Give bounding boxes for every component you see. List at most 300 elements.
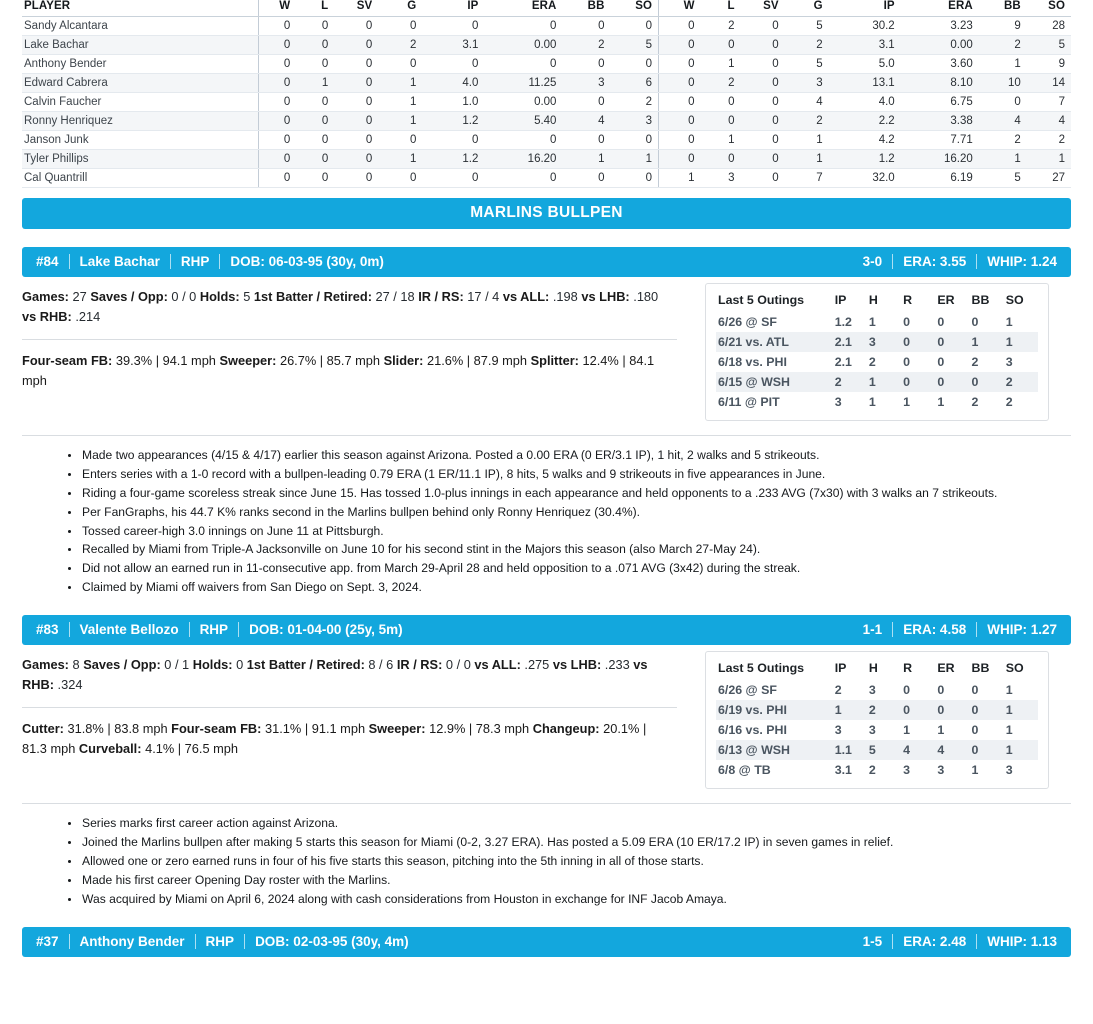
cell-w: 0: [258, 169, 296, 188]
outing-h: 2: [868, 763, 876, 778]
outing-bb: 2: [971, 395, 979, 409]
pitch-label: Splitter:: [530, 352, 579, 368]
cell-era: 3.38: [901, 112, 979, 131]
cell-g: 1: [378, 74, 422, 93]
stats-header-row: [22, 0, 1071, 17]
outings-col-label: Last 5 Outings: [718, 293, 805, 307]
player-throwing-hand: RHP: [199, 622, 229, 638]
player-key-stats-group: [863, 622, 1057, 637]
outing-r: 0: [903, 355, 911, 369]
summary-value: .324: [54, 676, 83, 692]
outing-r: 0: [901, 332, 935, 352]
summary-label: 1st Batter / Retired:: [253, 289, 372, 304]
cell-g: 1: [378, 112, 422, 131]
player-key-stats-group: [863, 254, 1057, 269]
list-item: Tossed career-high 3.0 innings on June 11 at Pittsburgh.: [68, 523, 1071, 541]
summary-value: .275: [520, 657, 553, 673]
player-throwing-hand: RHP: [180, 254, 210, 269]
cell-era: 0: [484, 169, 562, 188]
outing-r: 0: [901, 372, 935, 392]
outing-date: 6/26 @ SF: [718, 683, 777, 698]
player-identity-group: [36, 622, 413, 637]
outings-col-r: R: [903, 293, 913, 307]
cell-so: 27: [1027, 169, 1071, 188]
outing-date: 6/11 @ PIT: [718, 395, 780, 409]
player-header-bar[interactable]: [22, 615, 1071, 645]
cell-sv: 0: [741, 36, 785, 55]
col-header-so-season: SO: [1027, 0, 1071, 17]
outing-r: 1: [903, 723, 911, 738]
cell-bb: 1: [979, 55, 1027, 74]
cell-g: 1: [378, 150, 422, 169]
cell-sv: 0: [334, 93, 378, 112]
outings-col-h: H: [868, 661, 878, 676]
cell-sv: 0: [741, 131, 785, 150]
outing-row: [716, 372, 1038, 392]
cell-l: 0: [296, 112, 334, 131]
outing-bb: 1: [970, 332, 1004, 352]
cell-player-name: Sandy Alcantara: [22, 17, 258, 36]
cell-era: 0: [484, 17, 562, 36]
table-row[interactable]: [22, 74, 1071, 93]
player-card: [0, 927, 1093, 957]
cell-sv: 0: [334, 112, 378, 131]
summary-label: IR / RS:: [396, 657, 443, 673]
outing-ip: 3: [834, 395, 842, 409]
outings-header-row: [716, 658, 1038, 680]
outing-so: 2: [1004, 372, 1038, 392]
cell-era: 8.10: [901, 74, 979, 93]
list-item: Made his first career Opening Day roster with the Marlins.: [68, 872, 1071, 890]
outings-col-er: ER: [937, 661, 955, 676]
cell-player-name: Cal Quantrill: [22, 169, 258, 188]
summary-value: 0 / 0: [442, 657, 475, 673]
last-5-outings-column: [694, 277, 1049, 421]
list-item: Claimed by Miami off waivers from San Diego on Sept. 3, 2024.: [68, 579, 1071, 597]
cell-bb: 2: [562, 36, 610, 55]
outing-h: 2: [867, 700, 901, 720]
cell-g: 2: [378, 36, 422, 55]
cell-g: 2: [785, 36, 829, 55]
summary-value: .180: [629, 289, 659, 304]
player-whip: WHIP: 1.13: [987, 933, 1057, 949]
outings-col-bb: BB: [971, 661, 990, 676]
cell-so: 14: [1027, 74, 1071, 93]
outing-bb: 2: [971, 355, 979, 369]
player-key-stats-group: [863, 934, 1057, 949]
cell-ip: 0: [422, 17, 484, 36]
pitch-value: 21.6% | 87.9 mph: [423, 352, 531, 368]
list-item: Series marks first career action against Arizona.: [68, 815, 1071, 833]
cell-w: 0: [258, 150, 296, 169]
cell-bb: 0: [562, 131, 610, 150]
col-header-era-season: ERA: [901, 0, 979, 17]
cell-sv: 0: [334, 169, 378, 188]
outings-col-ip: IP: [834, 661, 847, 676]
outings-col-so: SO: [1005, 661, 1024, 676]
outing-date: 6/26 @ SF: [718, 315, 777, 329]
pitch-label: Curveball:: [78, 741, 142, 756]
outing-h: 2: [868, 355, 876, 369]
player-era: ERA: 4.58: [903, 622, 967, 638]
cell-sv: 0: [741, 112, 785, 131]
player-notes-list: [22, 447, 1071, 597]
outing-er: 0: [935, 372, 969, 392]
player-dob: DOB: 01-04-00 (25y, 5m): [249, 622, 403, 638]
outing-ip: 1: [833, 700, 867, 720]
cell-g: 1: [785, 131, 829, 150]
cell-w: 0: [659, 131, 701, 150]
table-row[interactable]: [22, 112, 1071, 131]
player-whip: WHIP: 1.24: [987, 254, 1057, 269]
cell-player-name: Calvin Faucher: [22, 93, 258, 112]
outings-col-er: ER: [937, 293, 955, 307]
player-summary-line: [22, 655, 662, 695]
cell-bb: 0: [562, 169, 610, 188]
outing-bb: 0: [970, 372, 1004, 392]
summary-label: Games:: [22, 657, 69, 673]
list-item: Recalled by Miami from Triple-A Jacksonville on June 10 for his second stint in the Majors this season (also March 27-May 24).: [68, 541, 1071, 559]
cell-sv: 0: [334, 150, 378, 169]
cell-era: 6.19: [901, 169, 979, 188]
cell-bb: 4: [562, 112, 610, 131]
outing-so: 3: [1005, 355, 1013, 369]
outing-er: 0: [937, 683, 945, 698]
cell-player-name: Janson Junk: [22, 131, 258, 150]
summary-label: Holds:: [199, 289, 240, 304]
cell-l: 0: [296, 150, 334, 169]
col-header-g-vs: G: [378, 0, 422, 17]
player-number: #83: [36, 622, 59, 638]
cell-so: 0: [610, 17, 658, 36]
cell-l: 0: [296, 131, 334, 150]
cell-ip: 0: [422, 55, 484, 74]
outing-bb: 0: [970, 740, 1004, 760]
last-5-outings-table: [716, 658, 1038, 780]
last-5-outings-table: [716, 290, 1038, 412]
player-header-bar[interactable]: [22, 247, 1071, 277]
section-divider: [22, 707, 677, 708]
col-header-ip-season: IP: [829, 0, 901, 17]
outing-date: 6/8 @ TB: [718, 763, 771, 778]
table-row[interactable]: [22, 55, 1071, 74]
cell-bb: 2: [979, 36, 1027, 55]
cell-ip: 0: [422, 169, 484, 188]
cell-w: 0: [258, 36, 296, 55]
summary-value: 27 / 18: [371, 289, 419, 304]
player-card: [0, 615, 1093, 908]
cell-l: 0: [701, 150, 741, 169]
cell-so: 3: [610, 112, 658, 131]
outings-table-body: [716, 680, 1038, 780]
table-row[interactable]: [22, 169, 1071, 188]
cell-ip: 4.0: [829, 93, 901, 112]
outings-header-row: [716, 290, 1038, 312]
outing-bb: 0: [971, 315, 979, 329]
marlins-bullpen-section-header: MARLINS BULLPEN: [22, 198, 1071, 229]
summary-label: vs LHB:: [581, 289, 630, 304]
cell-ip: 32.0: [829, 169, 901, 188]
summary-label: 1st Batter / Retired:: [246, 657, 365, 673]
cell-bb: 0: [562, 17, 610, 36]
outing-r: 1: [903, 395, 911, 409]
player-name: Anthony Bender: [79, 933, 185, 949]
cell-bb: 10: [979, 74, 1027, 93]
cell-era: 0: [484, 131, 562, 150]
cell-era: 11.25: [484, 74, 562, 93]
cell-w: 0: [659, 17, 701, 36]
outing-er: 3: [937, 763, 945, 778]
last-5-outings-column: [694, 645, 1049, 789]
col-header-sv-season: SV: [741, 0, 785, 17]
cell-ip: 2.2: [829, 112, 901, 131]
cell-so: 7: [1027, 93, 1071, 112]
player-win-loss-record: 1-1: [862, 622, 883, 638]
summary-label: vs LHB:: [552, 657, 602, 673]
summary-value: .198: [549, 289, 582, 304]
cell-so: 1: [610, 150, 658, 169]
cell-player-name: Edward Cabrera: [22, 74, 258, 93]
cell-l: 0: [701, 112, 741, 131]
outing-ip: 1.2: [834, 315, 852, 329]
outings-col-r: R: [903, 661, 913, 676]
outings-col-label: Last 5 Outings: [718, 661, 805, 676]
table-row[interactable]: [22, 17, 1071, 36]
outings-col-h: H: [868, 293, 878, 307]
cell-g: 2: [785, 112, 829, 131]
cell-g: 0: [378, 17, 422, 36]
cell-bb: 3: [562, 74, 610, 93]
col-header-player: PLAYER: [22, 0, 258, 17]
cell-so: 1: [1027, 150, 1071, 169]
cell-era: 3.23: [901, 17, 979, 36]
list-item: Enters series with a 1-0 record with a bullpen-leading 0.79 ERA (1 ER/11.1 IP), 8 hits, 5 walks and 9 strikeouts in five appearances in June.: [68, 466, 1071, 484]
cell-l: 0: [296, 55, 334, 74]
summary-label: Games:: [22, 289, 69, 304]
cell-bb: 1: [979, 150, 1027, 169]
outings-table-head: [716, 658, 1038, 680]
table-row[interactable]: [22, 36, 1071, 55]
pitch-value: 4.1% | 76.5 mph: [141, 741, 239, 756]
summary-label: Saves / Opp:: [83, 657, 161, 673]
outing-r: 0: [901, 700, 935, 720]
cell-player-name: Tyler Phillips: [22, 150, 258, 169]
outing-er: 1: [937, 723, 945, 738]
cell-so: 0: [610, 169, 658, 188]
cell-g: 0: [378, 55, 422, 74]
summary-label: Holds:: [192, 657, 233, 673]
player-identity-group: [36, 934, 419, 949]
list-item: Made two appearances (4/15 & 4/17) earlier this season against Arizona. Posted a 0.00 ERA (0 ER/3.1 IP), 1 hit, 2 walks and 5 strikeouts.: [68, 447, 1071, 465]
player-identity-group: [36, 254, 394, 269]
player-header-bar[interactable]: [22, 927, 1071, 957]
cell-w: 0: [258, 112, 296, 131]
cell-w: 0: [258, 55, 296, 74]
outings-table-head: [716, 290, 1038, 312]
cell-era: 6.75: [901, 93, 979, 112]
table-row[interactable]: [22, 150, 1071, 169]
outing-row: [716, 720, 1038, 740]
col-header-l-vs: L: [296, 0, 334, 17]
cell-so: 2: [610, 93, 658, 112]
cell-sv: 0: [334, 17, 378, 36]
cell-ip: 1.2: [422, 112, 484, 131]
cell-so: 28: [1027, 17, 1071, 36]
summary-value: 0 / 1: [160, 657, 193, 673]
outing-r: 0: [903, 683, 911, 698]
cell-sv: 0: [334, 131, 378, 150]
cell-w: 0: [258, 93, 296, 112]
cell-era: 0.00: [484, 93, 562, 112]
col-header-era-vs: ERA: [484, 0, 562, 17]
outing-ip: 2.1: [833, 332, 867, 352]
cell-g: 1: [378, 93, 422, 112]
outing-h: 5: [867, 740, 901, 760]
cell-bb: 2: [979, 131, 1027, 150]
cell-sv: 0: [334, 55, 378, 74]
cell-sv: 0: [741, 150, 785, 169]
pitch-value: 12.4% | 84.1 mph: [22, 352, 655, 388]
cell-sv: 0: [741, 93, 785, 112]
pitch-value: 39.3% | 94.1 mph: [112, 352, 220, 368]
cell-so: 5: [610, 36, 658, 55]
table-row[interactable]: [22, 131, 1071, 150]
outing-h: 3: [868, 723, 876, 738]
pitch-label: Sweeper:: [368, 720, 426, 736]
pitch-label: Four-seam FB:: [22, 352, 113, 368]
outing-er: 1: [937, 395, 945, 409]
outing-h: 1: [868, 315, 876, 329]
outing-row: [716, 700, 1038, 720]
summary-value: 27: [68, 289, 91, 304]
outing-bb: 0: [971, 723, 979, 738]
outing-row: [716, 352, 1038, 372]
player-name: Valente Bellozo: [79, 622, 179, 638]
outing-bb: 0: [970, 700, 1004, 720]
outing-ip: 3: [834, 723, 842, 738]
cell-l: 0: [296, 36, 334, 55]
pitch-value: 26.7% | 85.7 mph: [276, 352, 384, 368]
pitch-value: 12.9% | 78.3 mph: [425, 720, 533, 736]
cell-g: 5: [785, 55, 829, 74]
summary-label: vs RHB:: [22, 308, 72, 324]
cell-sv: 0: [741, 17, 785, 36]
pitch-value: 31.8% | 83.8 mph: [63, 720, 172, 736]
summary-value: 0 / 0: [167, 289, 200, 304]
cell-l: 0: [296, 17, 334, 36]
outing-h: 1: [868, 395, 876, 409]
cell-so: 9: [1027, 55, 1071, 74]
col-header-so-vs: SO: [610, 0, 658, 17]
outing-bb: 1: [971, 763, 979, 778]
cell-bb: 5: [979, 169, 1027, 188]
player-whip: WHIP: 1.27: [987, 622, 1057, 638]
outing-date: 6/19 vs. PHI: [716, 700, 833, 720]
player-era: ERA: 3.55: [903, 254, 967, 269]
cell-era: 5.40: [484, 112, 562, 131]
cell-player-name: Ronny Henriquez: [22, 112, 258, 131]
cell-era: 0.00: [901, 36, 979, 55]
cell-so: 0: [610, 131, 658, 150]
pitch-label: Changeup:: [532, 720, 600, 736]
cell-w: 0: [258, 17, 296, 36]
player-number: #84: [36, 254, 59, 269]
cell-w: 0: [659, 74, 701, 93]
outing-date: 6/13 @ WSH: [716, 740, 833, 760]
cell-l: 0: [296, 93, 334, 112]
stats-table-body: [22, 17, 1071, 188]
last-5-outings-box: [705, 651, 1049, 789]
cell-bb: 0: [979, 93, 1027, 112]
cell-l: 2: [701, 74, 741, 93]
outing-date: 6/15 @ WSH: [716, 372, 833, 392]
outings-col-bb: BB: [971, 293, 990, 307]
outing-date: 6/18 vs. PHI: [718, 355, 787, 369]
summary-value: .214: [71, 308, 101, 324]
table-row[interactable]: [22, 93, 1071, 112]
outing-row: [716, 740, 1038, 760]
cell-ip: 0: [422, 131, 484, 150]
outing-h: 3: [868, 683, 876, 698]
outing-er: 0: [937, 355, 945, 369]
cell-g: 0: [378, 169, 422, 188]
pitching-stats-table: [22, 0, 1071, 188]
cell-sv: 0: [741, 74, 785, 93]
player-stats-column: [22, 277, 694, 391]
summary-value: 5: [239, 289, 254, 304]
outing-ip: 2: [833, 372, 867, 392]
cell-l: 1: [296, 74, 334, 93]
pitch-label: Sweeper:: [219, 352, 277, 368]
cell-sv: 0: [334, 36, 378, 55]
summary-value: .233: [601, 657, 634, 673]
outings-table-body: [716, 312, 1038, 412]
col-header-sv-vs: SV: [334, 0, 378, 17]
cell-g: 0: [378, 131, 422, 150]
summary-label: IR / RS:: [418, 289, 464, 304]
outing-h: 1: [867, 372, 901, 392]
outing-row: [716, 312, 1038, 332]
cell-ip: 1.0: [422, 93, 484, 112]
cell-sv: 0: [741, 169, 785, 188]
outing-date: 6/16 vs. PHI: [718, 723, 787, 738]
list-item: Allowed one or zero earned runs in four of his five starts this season, pitching into the 5th inning in all of those starts.: [68, 853, 1071, 871]
section-divider: [22, 339, 677, 340]
player-body: [22, 645, 1071, 789]
outing-so: 1: [1005, 683, 1013, 698]
pitch-value: 31.1% | 91.1 mph: [261, 720, 369, 736]
outing-row: [716, 680, 1038, 700]
cell-g: 4: [785, 93, 829, 112]
outing-so: 1: [1004, 332, 1038, 352]
col-header-w-season: W: [659, 0, 701, 17]
player-dob: DOB: 06-03-95 (30y, 0m): [230, 254, 384, 269]
player-name: Lake Bachar: [79, 254, 160, 269]
outing-date: 6/21 vs. ATL: [716, 332, 833, 352]
player-summary-line: [22, 287, 662, 327]
cell-w: 0: [659, 93, 701, 112]
outing-ip: 2.1: [834, 355, 852, 369]
pitch-label: Slider:: [383, 352, 424, 368]
outing-row: [716, 392, 1038, 412]
cell-sv: 0: [741, 55, 785, 74]
outing-so: 1: [1004, 740, 1038, 760]
cell-g: 3: [785, 74, 829, 93]
outing-row: [716, 332, 1038, 352]
outing-r: 4: [901, 740, 935, 760]
player-stats-column: [22, 645, 694, 759]
col-header-g-season: G: [785, 0, 829, 17]
